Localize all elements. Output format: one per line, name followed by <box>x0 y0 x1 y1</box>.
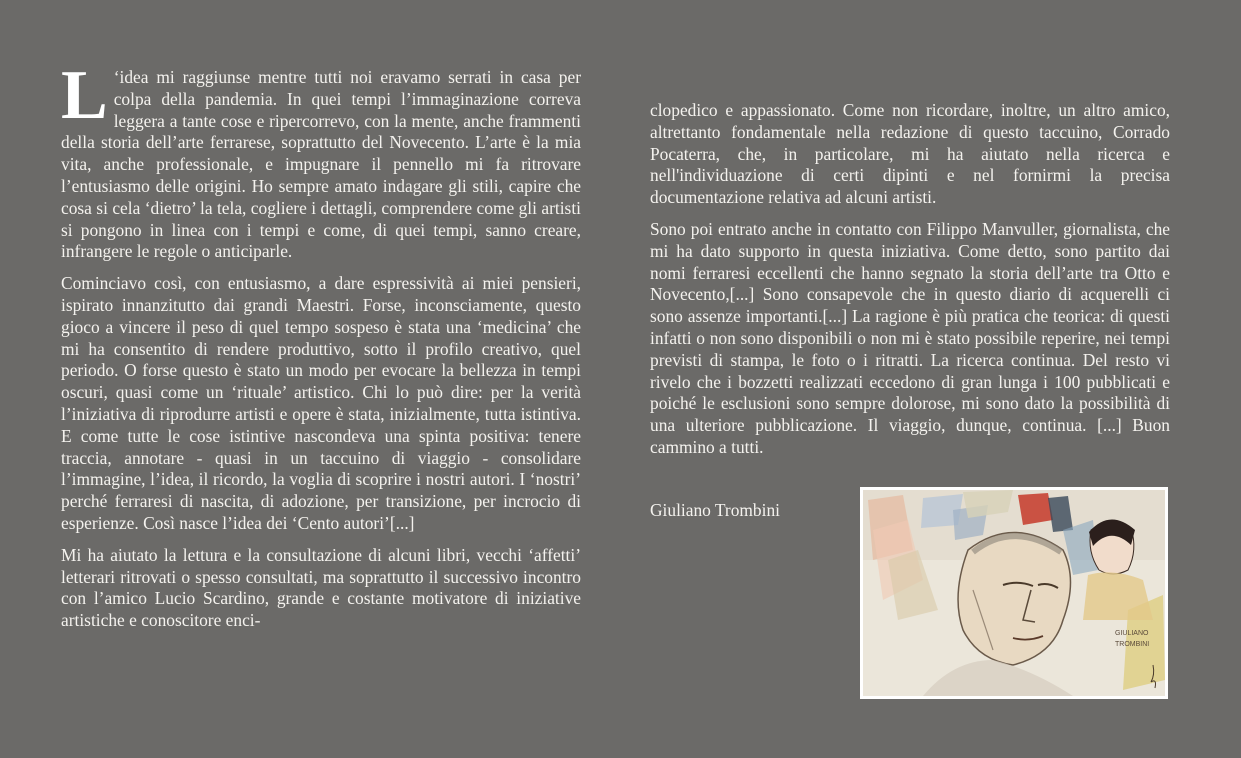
watercolor-portrait <box>860 487 1168 699</box>
right-text-column <box>650 100 1170 469</box>
portrait-inscription-2: TROMBINI <box>1115 641 1150 648</box>
drop-cap: L <box>61 57 108 134</box>
paragraph-2: Cominciavo così, con entusiasmo, a dare espressività ai miei pensieri, ispirato innanzitutto dai grandi Maestri. Forse, inconsciamente, questo gioco a vincere il peso di quel tempo sospeso è stata una ‘medicina’ che mi ha consentito di rendere produttivo, sotto il profilo creativo, quel periodo. O forse questo è stato un modo per evocare la bellezza in tempi oscuri, quasi come un ‘rituale’ artistico. Chi lo può dire: per la verità l’iniziativa di riprodurre artisti e opere è stata, inizialmente, tutta istintiva. E come tutte le cose istintive nascondeva una spinta positiva: tenere traccia, annotare - quasi in un taccuino di viaggio - consolidare l’immagine, l’idea, il ricordo, la voglia di scoprire i nostri autori. I ‘nostri’ perché ferraresi di nascita, di adozione, per transizione, per incrocio di esperienze. Così nasce l’idea dei ‘Cento autori’[...] <box>61 273 581 533</box>
left-text-column <box>61 57 581 642</box>
paragraph-3: Mi ha aiutato la lettura e la consultazione di alcuni libri, vecchi ‘affetti’ letterari ritrovati o spesso consultati, ma soprattutto il successivo incontro con l’amico Lucio Scardino, grande e costante motivatore di iniziative artistiche e conoscitore enci- <box>61 544 581 631</box>
paragraph-1 <box>61 57 581 263</box>
portrait-illustration <box>863 490 1165 696</box>
portrait-inscription-1: GIULIANO <box>1115 630 1149 637</box>
author-signature: Giuliano Trombini <box>650 500 780 520</box>
paragraph-1-text: ‘idea mi raggiunse mentre tutti noi eravamo serrati in casa per colpa della pandemia. In quei tempi l’immaginazione correva leggera a tante cose e ripercorrevo, con la mente, anche frammenti della storia dell’arte ferrarese, soprattutto del Novecento. L’arte è la mia vita, anche professionale, e impugnare il pennello mi fa ritrovare l’entusiasmo delle origini. Ho sempre amato indagare gli stili, capire che cosa si cela ‘dietro’ la tela, cogliere i dettagli, comprendere come gli artisti si pongono in linea con i tempi e come, di quei tempi, sanno creare, infrangere le regole o anticiparle. <box>61 67 581 262</box>
paragraph-4: clopedico e appassionato. Come non ricordare, inoltre, un altro amico, altrettanto fondamentale nella redazione di questo taccuino, Corrado Pocaterra, che, in particolare, mi ha aiutato nella ricerca e nell'individuazione di certi dipinti e nel fornirmi la precisa documentazione relativa ad alcuni artisti. <box>650 100 1170 208</box>
paragraph-5: Sono poi entrato anche in contatto con Filippo Manvuller, giornalista, che mi ha dato supporto in questa iniziativa. Come detto, sono partito dai nomi ferraresi eccellenti che hanno segnato la storia dell’arte tra Otto e Novecento,[...] Sono consapevole che in questo diario di acquerelli ci sono assenze importanti.[...] La ragione è più pratica che teorica: di questi infatti o non sono disponibili o non mi è stato possibile reperire, nei tempi previsti di stampa, le foto o i ritratti. La ricerca continua. Del resto vi rivelo che i bozzetti realizzati eccedono di gran lunga i 100 pubblicati e poiché le esclusioni sono sempre dolorose, mi sono dato la possibilità di una ulteriore pubblicazione. Il viaggio, dunque, continua. [...] Buon cammino a tutti. <box>650 218 1170 457</box>
